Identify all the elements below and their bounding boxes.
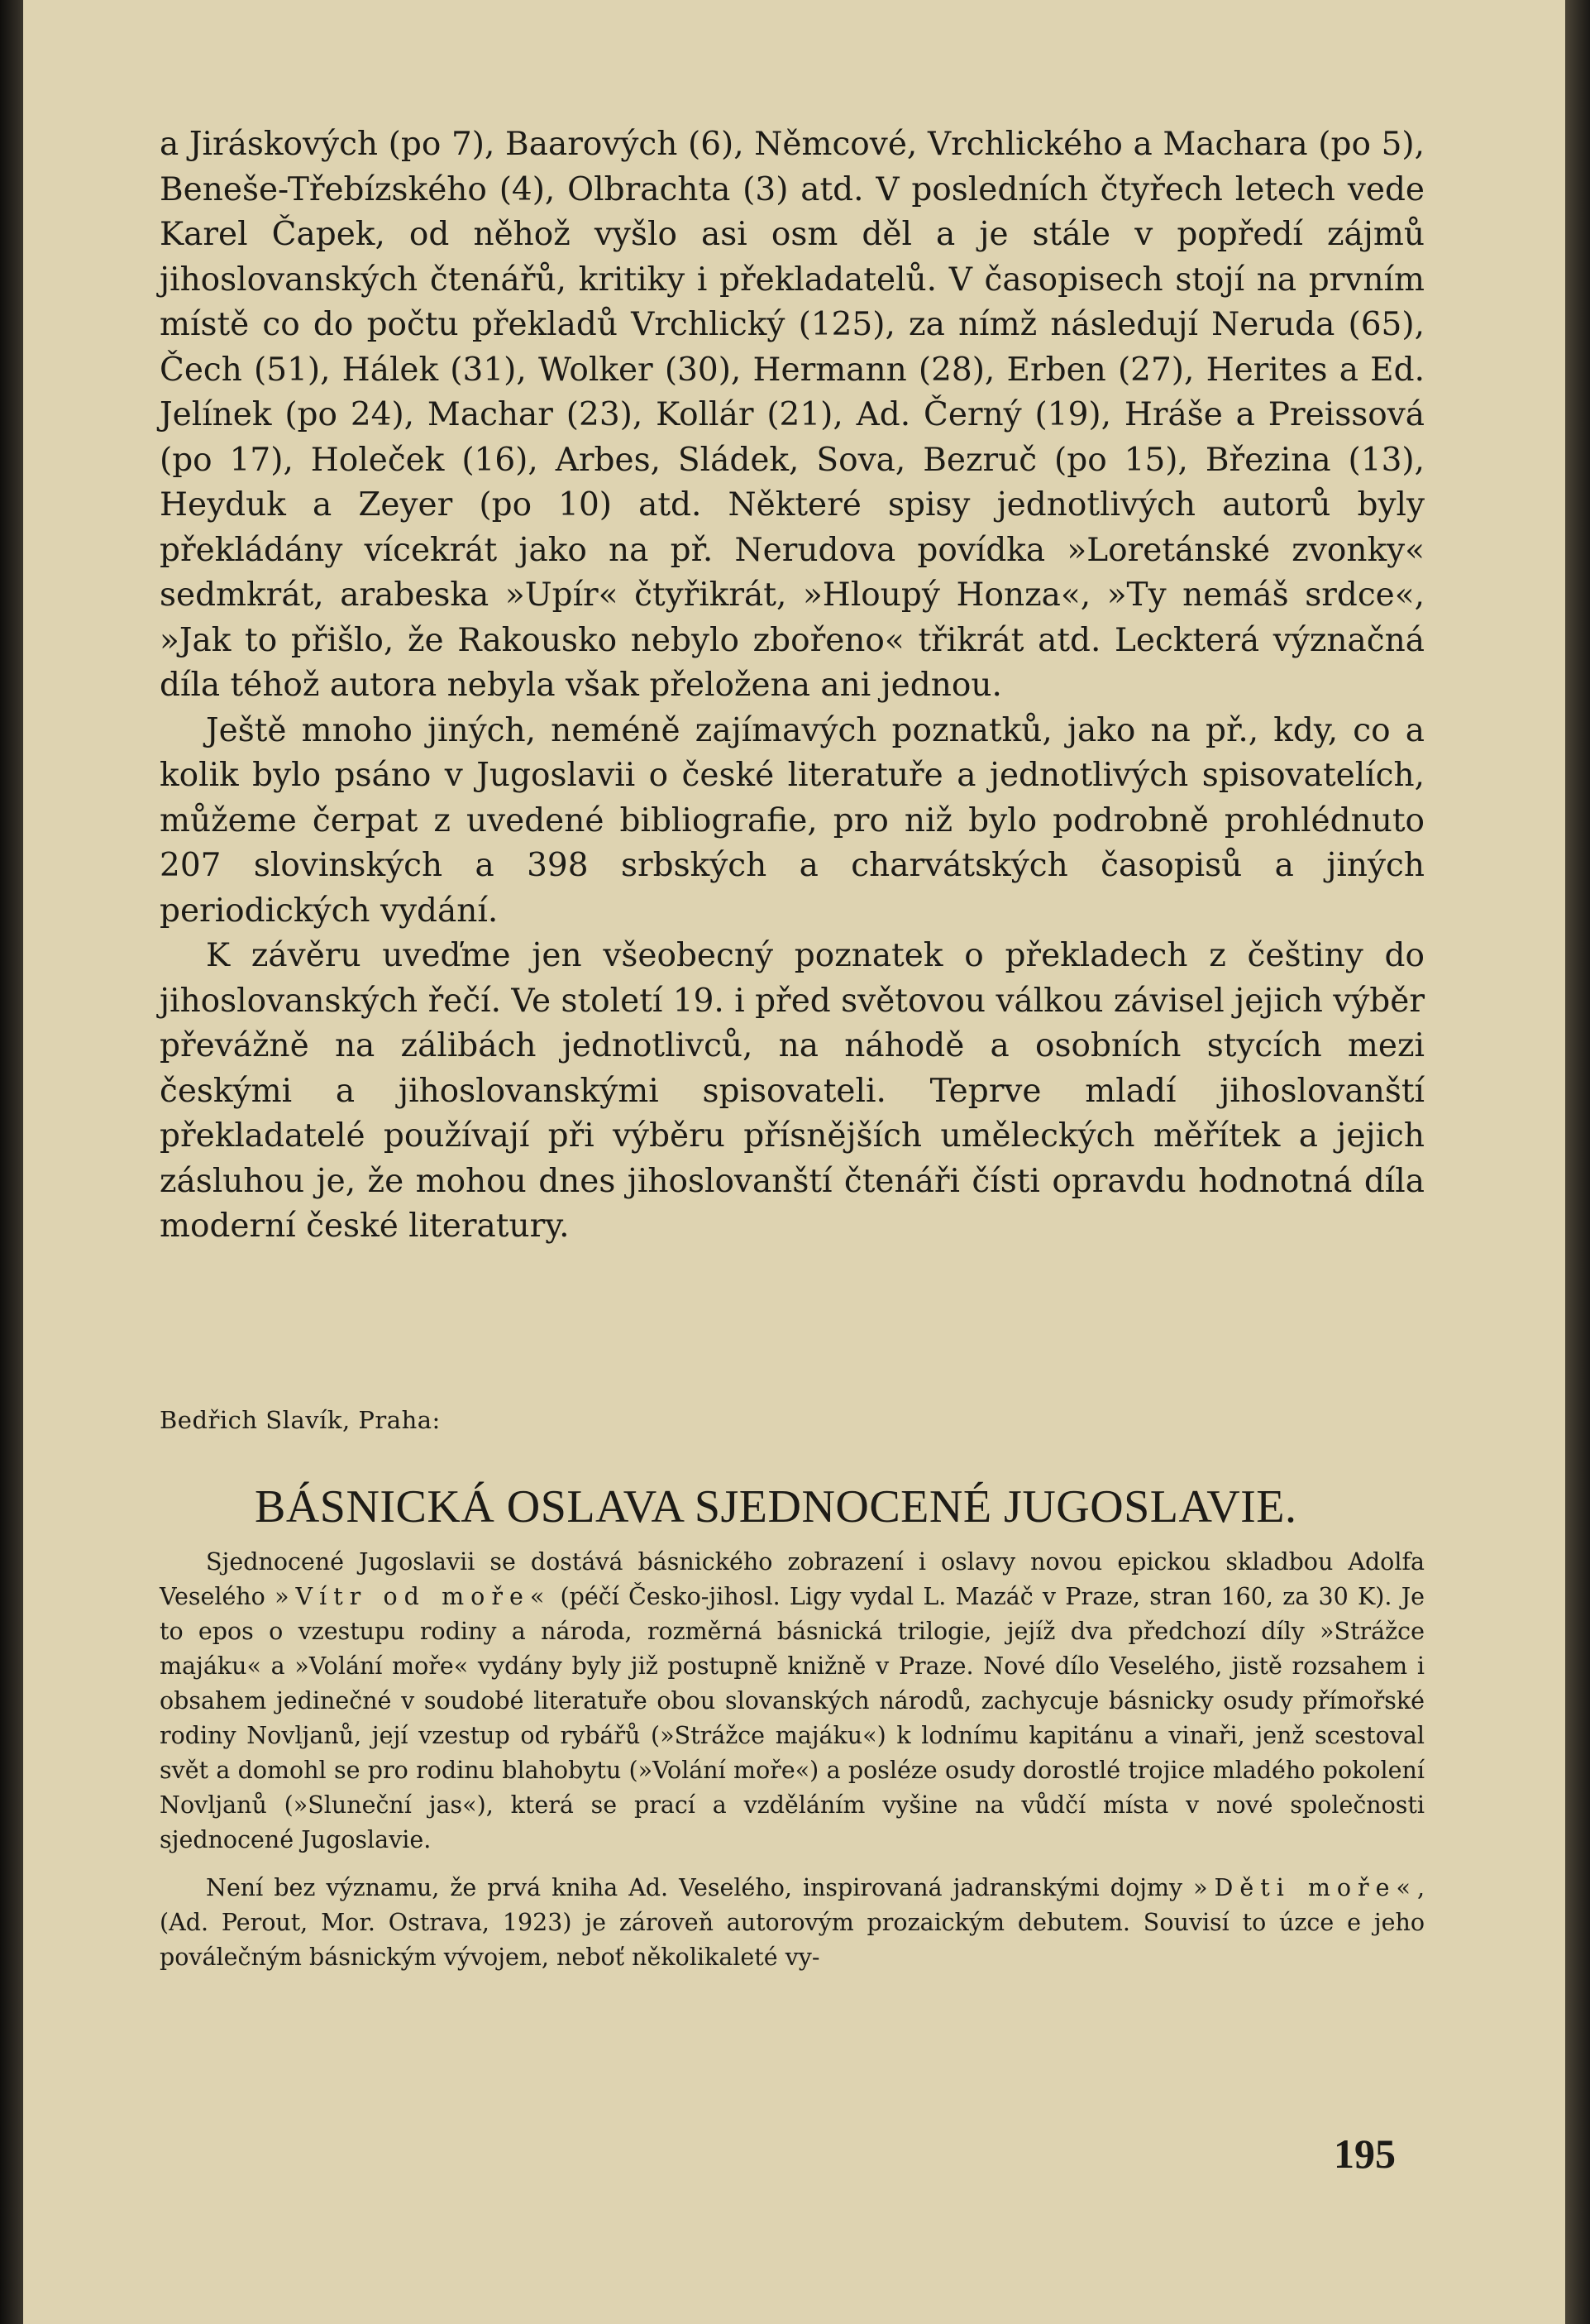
article-body	[160, 1545, 1425, 1988]
article-paragraph-1	[160, 1545, 1425, 1858]
body-paragraph-3: K závěru uveďme jen všeobecný poznatek o překladech z češtiny do jihoslovanských řečí. Ve století 19. i před světovou válkou závisel jejich výběr převážně na zálibách jednotlivců, na náhodě a osobních stycích mezi českými a jihoslovanskými spisovateli. Teprve mladí jihoslovanští překladatelé používají při výběru přísnějších uměleckých měřítek a jejich zásluhou je, že mohou dnes jihoslovanští čtenáři čísti opravdu hodnotná díla moderní české literatury.	[160, 937, 1425, 1245]
article-paragraph-2-start: Není bez významu, že prvá kniha Ad. Veselého, inspirovaná jadranskými dojmy	[206, 1874, 1194, 1901]
article-paragraph-1-start: Sjednocené Jugoslavii se dostává básnického zobrazení i oslavy novou epickou skladbou Adolfa Veselého	[160, 1548, 1425, 1610]
book-title-deti-more: »Děti moře«	[1193, 1874, 1417, 1901]
scan-shadow-left	[0, 0, 23, 2324]
page-number: 195	[1334, 2130, 1396, 2177]
book-page	[23, 0, 1565, 2324]
scan-shadow-right	[1565, 0, 1590, 2324]
main-body-text	[160, 122, 1425, 1250]
book-title-vitr-od-more: »Vítr od moře«	[275, 1583, 551, 1610]
article-author: Bedřich Slavík, Praha:	[160, 1406, 441, 1434]
body-paragraph-1: a Jiráskových (po 7), Baarových (6), Němcové, Vrchlického a Machara (po 5), Beneše-Třebízského (4), Olbrachta (3) atd. V posledních čtyřech letech vede Karel Čapek, od něhož vyšlo asi osm děl a je stále v popředí zájmů jihoslovanských čtenářů, kritiky i překladatelů. V časopisech stojí na prvním místě co do počtu překladů Vrchlický (125), za nímž následují Neruda (65), Čech (51), Hálek (31), Wolker (30), Hermann (28), Erben (27), Herites a Ed. Jelínek (po 24), Machar (23), Kollár (21), Ad. Černý (19), Hráše a Preissová (po 17), Holeček (16), Arbes, Sládek, Sova, Bezruč (po 15), Březina (13), Heyduk a Zeyer (po 10) atd. Některé spisy jednotlivých autorů byly překládány vícekrát jako na př. Nerudova povídka »Loretánské zvonky« sedmkrát, arabeska »Upír« čtyřikrát, »Hloupý Honza«, »Ty nemáš srdce«, »Jak to přišlo, že Rakousko nebylo zbořeno« třikrát atd. Leckterá význačná díla téhož autora nebyla však přeložena ani jednou.	[160, 126, 1425, 704]
body-paragraph-2: Ještě mnoho jiných, neméně zajímavých poznatků, jako na př., kdy, co a kolik bylo psáno v Jugoslavii o české literatuře a jednotlivých spisovatelích, můžeme čerpat z uvedené bibliografie, pro niž bylo podrobně prohlédnuto 207 slovinských a 398 srbských a charvátských časopisů a jiných periodických vydání.	[160, 711, 1425, 930]
article-paragraph-2	[160, 1871, 1425, 1975]
article-paragraph-2-end: , (Ad. Perout, Mor. Ostrava, 1923) je zároveň autorovým prozaickým debutem. Souvisí to úzce e jeho poválečným básnickým vývojem, neboť několikaleté vy-	[160, 1874, 1425, 1971]
article-paragraph-1-end: (péčí Česko-jihosl. Ligy vydal L. Mazáč v Praze, stran 160, za 30 K). Je to epos o vzestupu rodiny a národa, rozměrná básnická trilogie, jejíž dva předchozí díly »Strážce majáku« a »Volání moře« vydány byly již postupně knižně v Praze. Nové dílo Veselého, jistě rozsahem i obsahem jedinečné v soudobé literatuře obou slovanských národů, zachycuje básnicky osudy přímořské rodiny Novljanů, její vzestup od rybářů (»Strážce majáku«) k lodnímu kapitánu a vinaři, jenž scestoval svět a domohl se pro rodinu blahobytu (»Volání moře«) a posléze osudy dorostlé trojice mladého pokolení Novljanů (»Sluneční jas«), která se prací a vzděláním vyšine na vůdčí místa v nové společnosti sjednocené Jugoslavie.	[160, 1583, 1425, 1853]
article-title: BÁSNICKÁ OSLAVA SJEDNOCENÉ JUGOSLAVIE.	[255, 1481, 1297, 1533]
